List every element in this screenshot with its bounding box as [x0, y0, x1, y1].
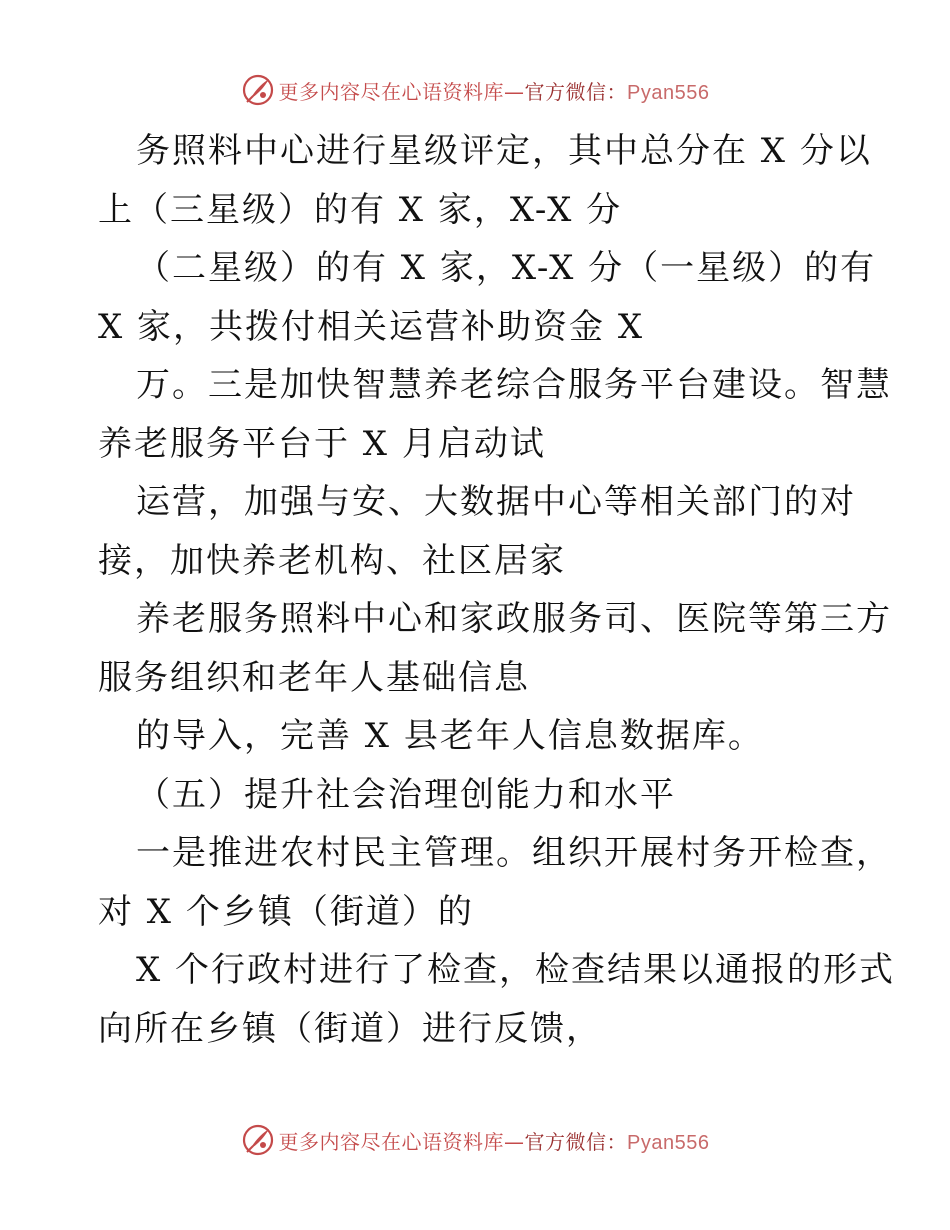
text-line: 运营，加强与安、大数据中心等相关部门的对	[136, 482, 856, 522]
banner-text	[279, 76, 710, 105]
text-line: 养老服务平台于 X 月启动试	[98, 423, 546, 464]
feather-quill-logo-icon	[241, 73, 275, 107]
wechat-id: Pyan556	[627, 81, 710, 104]
section-heading: （五）提升社会治理创能力和水平	[136, 774, 676, 815]
text-line: 上（三星级）的有 X 家，X-X 分	[98, 189, 623, 230]
banner-text	[279, 1126, 710, 1155]
text-line: 万。三是加快智慧养老综合服务平台建设。智慧	[136, 365, 892, 405]
text-line: 的导入，完善 X 县老年人信息数据库。	[136, 716, 764, 756]
text-line: （二星级）的有 X 家，X-X 分（一星级）的有	[136, 248, 877, 288]
text-line: 服务组织和老年人基础信息	[98, 657, 530, 698]
text-line: 对 X 个乡镇（街道）的	[98, 891, 474, 932]
wechat-label: 官方微信：	[524, 79, 628, 104]
text-line: 一是推进农村民主管理。组织开展村务开检查，	[136, 833, 892, 873]
wechat-id: Pyan556	[627, 1131, 710, 1154]
text-line: 接，加快养老机构、社区居家	[98, 540, 566, 581]
banner-main-text: 更多内容尽在心语资料库—	[278, 79, 525, 104]
feather-quill-logo-icon	[241, 1123, 275, 1157]
footer-banner	[0, 1120, 950, 1160]
text-line: X 个行政村进行了检查，检查结果以通报的形式	[136, 950, 896, 990]
header-banner	[0, 70, 950, 110]
text-line: 向所在乡镇（街道）进行反馈，	[98, 1008, 602, 1049]
text-line: 养老服务照料中心和家政服务司、医院等第三方	[136, 599, 892, 639]
banner-main-text: 更多内容尽在心语资料库—	[278, 1129, 525, 1154]
wechat-label: 官方微信：	[524, 1129, 628, 1154]
text-line: 务照料中心进行星级评定，其中总分在 X 分以	[136, 131, 872, 171]
document-body	[98, 122, 896, 1058]
text-line: X 家，共拨付相关运营补助资金 X	[98, 306, 645, 347]
